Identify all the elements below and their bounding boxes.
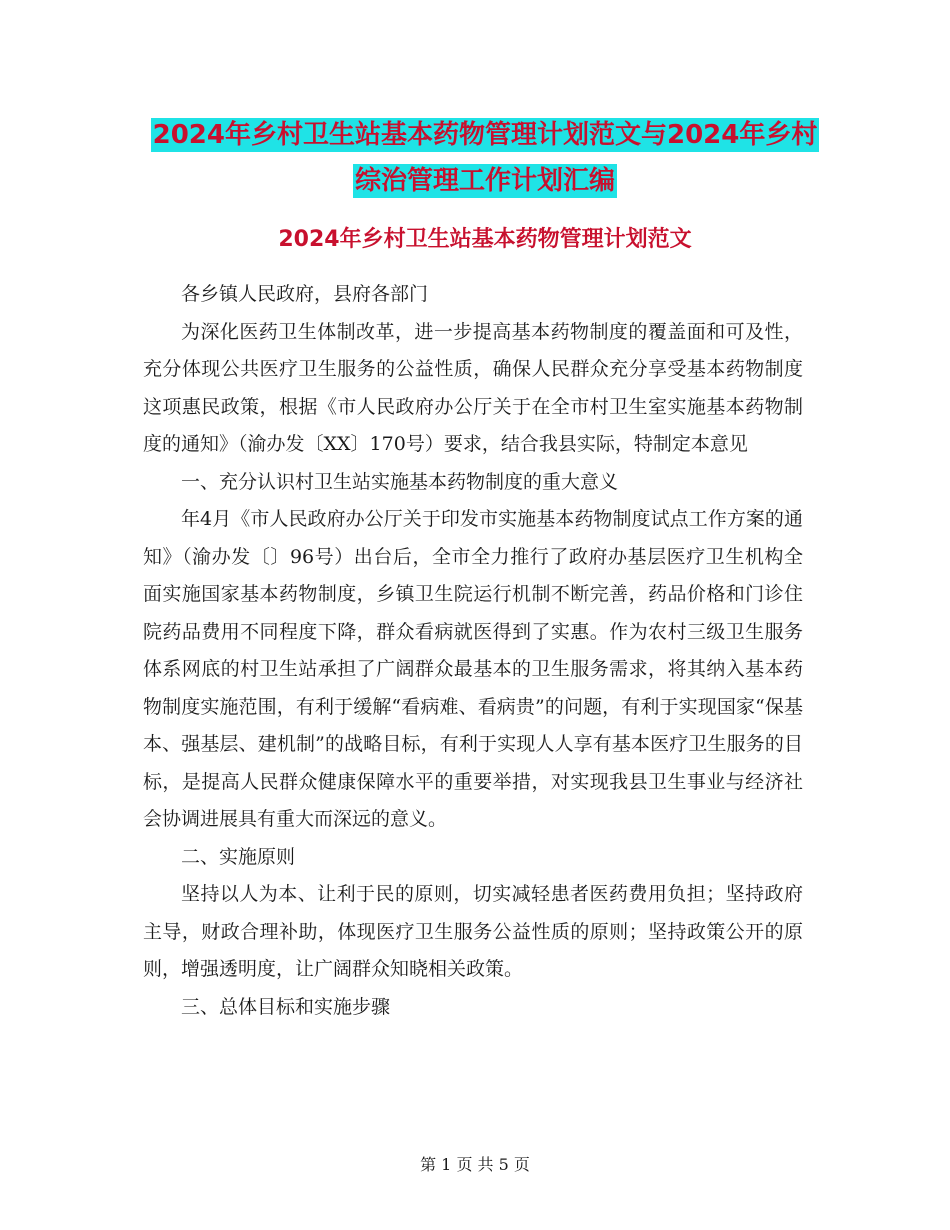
paragraph-addressee: 各乡镇人民政府，县府各部门 [181,283,429,305]
heading-section-3: 三、总体目标和实施步骤 [181,995,391,1018]
heading-section-1: 一、充分认识村卫生站实施基本药物制度的重大意义 [181,470,619,493]
paragraph-intro: 为深化医药卫生体制改革，进一步提高基本药物制度的覆盖面和可及性，充分体现公共医疗卫生服务的公益性质，确保人民群众充分享受基本药物制度这项惠民政策，根据《市人民政府办公厅关于在全市村卫生室实施基本药物制度的通知》（渝办发〔XX〕170号）要求，结合我县实际，特制定本意见 [143,320,803,455]
page-footer: 第 1 页 共 5 页 [420,1155,530,1174]
heading-section-2: 二、实施原则 [181,845,296,868]
paragraph-section-1: 年4月《市人民政府办公厅关于印发市实施基本药物制度试点工作方案的通知》（渝办发〔〕96号）出台后，全市全力推行了政府办基层医疗卫生机构全面实施国家基本药物制度，乡镇卫生院运行机制不断完善，药品价格和门诊住院药品费用不同程度下降，群众看病就医得到了实惠。作为农村三级卫生服务体系网底的村卫生站承担了广阔群众最基本的卫生服务需求，将其纳入基本药物制度实施范围，有利于缓解“看病难、看病贵”的问题，有利于实现国家“保基本、强基层、建机制”的战略目标，有利于实现人人享有基本医疗卫生服务的目标，是提高人民群众健康保障水平的重要举措，对实现我县卫生事业与经济社会协调进展具有重大而深远的意义。 [143,508,803,830]
document-title [140,112,830,204]
paragraph-section-2: 坚持以人为本、让利于民的原则，切实减轻患者医药费用负担；坚持政府主导，财政合理补助，体现医疗卫生服务公益性质的原则；坚持政策公开的原则，增强透明度，让广阔群众知晓相关政策。 [143,883,803,980]
document-title-text: 2024年乡村卫生站基本药物管理计划范文与2024年乡村综治管理工作计划汇编 [152,120,818,196]
section-title: 2024年乡村卫生站基本药物管理计划范文 [278,227,692,252]
document-body [143,276,803,1026]
